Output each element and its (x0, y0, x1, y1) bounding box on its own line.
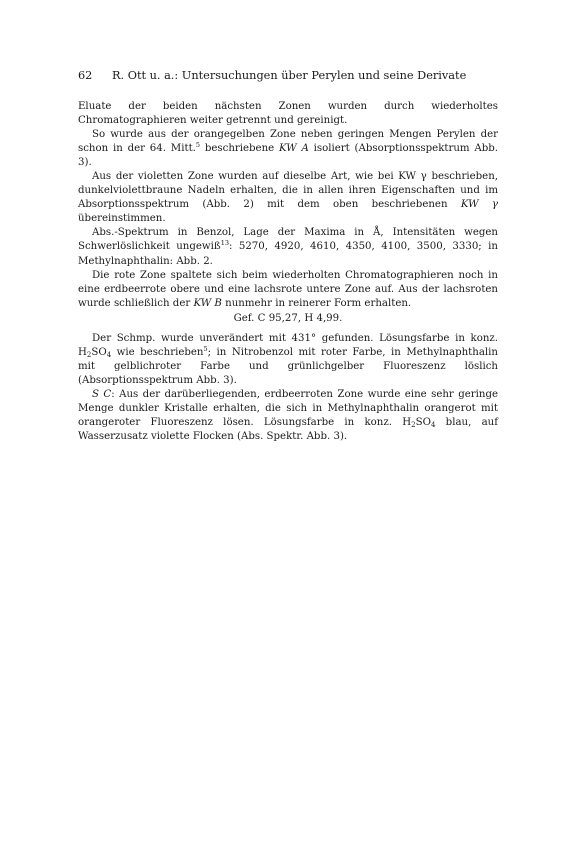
page-number: 62 (78, 69, 93, 82)
footnote-ref: 5 (203, 344, 208, 353)
footnote-ref: 13 (220, 239, 229, 248)
running-header (78, 69, 498, 82)
footnote-ref: 5 (195, 141, 201, 150)
paragraph-7: S C: Aus der darüberliegenden, erdbeerroten Zone wurde eine sehr geringe Menge dunkler Kristalle erhalten, die sich in Methylnaphthalin orangerot mit orangeroter Fluoreszenz lösen. Lösungsfarbe in konz. $H_2SO_4$ blau, auf Wasserzusatz violette Flocken (Abs. Spektr. Abb. 3). (78, 388, 499, 443)
paragraph-4: Abs.-Spektrum in Benzol, Lage der Maxima in Å, Intensitäten wegen Schwerlöslichkeit ungewiß$^{13}$: 5270, 4920, 4610, 4350, 4100, 3500, 3330; in Methylnaphthalin: Abb. 2. (78, 227, 498, 267)
paragraph-2: So wurde aus der orangegelben Zone neben geringen Mengen Perylen der schon in der 64. Mitt.$^5$ beschriebene KW A isoliert (Absorptionsspektrum Abb. 3). (78, 129, 498, 169)
elemental-analysis: Gef. C 95,27, H 4,99. (233, 312, 343, 324)
paragraph-6: Der Schmp. wurde unverändert mit 431° gefunden. Lösungsfarbe in konz. $H_2SO_4$ wie beschrieben$^5$; in Nitrobenzol mit roter Farbe, in Methylnaphthalin mit gelblichroter Farbe und grünlichgelber Fluoreszenz löslich (Absorptionsspektrum Abb. 3). (78, 332, 498, 386)
paragraph-1: Eluate der beiden nächsten Zonen wurden durch wiederholtes Chromatographieren weiter getrennt und gereinigt. (78, 101, 498, 127)
body-text (78, 100, 498, 444)
paragraph-5: Die rote Zone spaltete sich beim wiederholten Chromatographieren noch in eine erdbeerrote obere und eine lachsrote untere Zone auf. Aus der lachsroten wurde schließlich der KW B nunmehr in reinerer Form erhalten. (78, 269, 498, 309)
paragraph-3: Aus der violetten Zone wurden auf dieselbe Art, wie bei KW γ beschrieben, dunkelviolettbraune Nadeln erhalten, die in allen ihren Eigenschaften und im Absorptionsspektrum (Abb. 2) mit dem oben beschriebenen KW γ übereinstimmen. (78, 171, 499, 225)
running-title: R. Ott u. a.: Untersuchungen über Perylen und seine Derivate (112, 69, 467, 82)
